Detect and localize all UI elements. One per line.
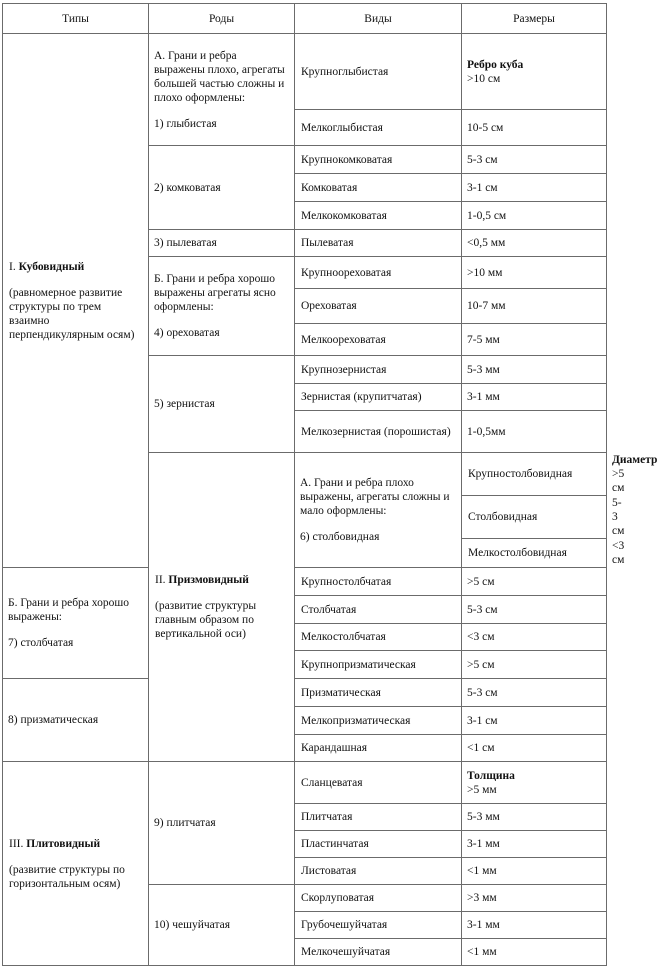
size-cell: 5-3 см — [462, 679, 607, 707]
species-cell: Комковатая — [295, 174, 462, 202]
size-cell: 5-3 см — [462, 146, 607, 174]
species-cell: Пылеватая — [295, 230, 462, 257]
size-cell: 3-1 мм — [462, 831, 607, 858]
genus-desc: Б. Грани и ребра хорошо выражены агрегаты ясно оформлены: — [154, 273, 276, 313]
species-cell: Мелкостолбчатая — [295, 624, 462, 651]
species-cell: Мелкостолбовидная — [462, 539, 607, 568]
size-cell: <0,5 мм — [462, 230, 607, 257]
genus-name: 1) глыбистая — [154, 117, 217, 130]
size-cell: 1-0,5 см — [462, 202, 607, 230]
genus-cell — [149, 257, 295, 356]
species-cell: Мелкоореховатая — [295, 324, 462, 356]
species-cell: Пластинчатая — [295, 831, 462, 858]
size-cell: 3-1 см — [462, 174, 607, 202]
species-cell: Крупнопризматическая — [295, 651, 462, 679]
header-genera: Роды — [149, 4, 295, 34]
genus-cell: 3) пылеватая — [149, 230, 295, 257]
type-name: Плитовидный — [26, 837, 101, 850]
genus-cell: 5) зернистая — [149, 356, 295, 453]
species-cell: Столбчатая — [295, 596, 462, 624]
type-cell-plate: III. Плитовидный (развитие структуры по горизонтальным осям) — [3, 762, 149, 966]
table-row: II. Призмовидный (развитие структуры главным образом по вертикальной оси) А. Грани и ребра плохо выражены, агрегаты сложны и мало оформлены: 6) столбовидная Крупностолбовидная Диаметр >5 см — [3, 453, 607, 496]
size-cell: 3-1 см — [462, 707, 607, 735]
species-cell: Крупноглыбистая — [295, 34, 462, 110]
type-cell-prism: II. Призмовидный (развитие структуры главным образом по вертикальной оси) — [149, 453, 295, 762]
table-row — [3, 762, 607, 804]
genus-name: 7) столбчатая — [8, 637, 74, 649]
species-cell: Карандашная — [295, 735, 462, 762]
species-cell: Зернистая (крупитчатая) — [295, 384, 462, 411]
species-cell: Сланцеватая — [295, 762, 462, 804]
size-cell: 7-5 мм — [462, 324, 607, 356]
type-name: Призмовидный — [168, 574, 249, 586]
type-name: Кубовидный — [18, 260, 85, 273]
genus-cell — [295, 453, 462, 568]
type-note: (развитие структуры главным образом по вертикальной оси) — [155, 600, 257, 640]
header-species: Виды — [295, 4, 462, 34]
species-cell: Крупнозернистая — [295, 356, 462, 384]
size-cell: 3-1 мм — [462, 384, 607, 411]
genus-cell — [3, 568, 149, 679]
genus-desc: А. Грани и ребра выражены плохо, агрегаты большей частью сложны и плохо оформлены: — [154, 49, 285, 104]
type-note: (равномерное развитие структуры по трем взаимно перпендикулярным осям) — [9, 286, 135, 341]
table-row: Мелкостолбовидная <3 см — [3, 539, 607, 568]
genus-cell: 10) чешуйчатая — [149, 885, 295, 966]
genus-name: 6) столбовидная — [300, 531, 380, 543]
size-cell: >3 мм — [462, 885, 607, 912]
genus-cell — [149, 34, 295, 146]
genus-cell: 2) комковатая — [149, 146, 295, 230]
species-cell: Крупнокомковатая — [295, 146, 462, 174]
species-cell: Крупноореховатая — [295, 257, 462, 289]
size-cell: >5 см — [462, 651, 607, 679]
species-cell: Мелкочешуйчатая — [295, 939, 462, 966]
table-body — [3, 34, 657, 966]
species-cell: Столбовидная — [462, 496, 607, 539]
species-cell: Мелкопризматическая — [295, 707, 462, 735]
size-cell: 10-5 см — [462, 110, 607, 146]
size-cell: 10-7 мм — [462, 289, 607, 324]
table-row: Столбовидная 5-3 см — [3, 496, 607, 539]
size-header: Толщина — [467, 769, 515, 782]
size-cell: >5 см — [462, 568, 607, 596]
size-cell: Толщина >5 мм — [462, 762, 607, 804]
size-cell: >10 мм — [462, 257, 607, 289]
size-cell: Ребро куба >10 см — [462, 34, 607, 110]
genus-desc: А. Грани и ребра плохо выражены, агрегаты сложны и мало оформлены: — [300, 477, 450, 517]
size-cell: <1 мм — [462, 939, 607, 966]
species-cell: Ореховатая — [295, 289, 462, 324]
table-row — [3, 34, 607, 110]
size-cell: 1-0,5мм — [462, 411, 607, 453]
type-note: (развитие структуры по горизонтальным осям) — [9, 863, 125, 890]
size-cell: 3-1 мм — [462, 912, 607, 939]
size-cell: 5-3 см — [462, 596, 607, 624]
header-row — [3, 4, 607, 34]
size-header: Диаметр — [612, 454, 657, 466]
soil-structure-table — [2, 3, 657, 966]
species-cell: Мелкоглыбистая — [295, 110, 462, 146]
size-cell: 5-3 мм — [462, 356, 607, 384]
type-cell-cube: I. Кубовидный (равномерное развитие структуры по трем взаимно перпендикулярным осям) — [3, 34, 149, 568]
species-cell: Мелкозернистая (порошистая) — [295, 411, 462, 453]
table-row — [3, 568, 607, 596]
species-cell: Крупностолбчатая — [295, 568, 462, 596]
header-sizes: Размеры — [462, 4, 607, 34]
size-header: Ребро куба — [467, 58, 524, 71]
size-cell: <1 см — [462, 735, 607, 762]
species-cell: Мелкокомковатая — [295, 202, 462, 230]
header-types: Типы — [3, 4, 149, 34]
genus-cell: 8) призматическая — [3, 679, 149, 762]
species-cell: Грубочешуйчатая — [295, 912, 462, 939]
species-cell: Призматическая — [295, 679, 462, 707]
genus-desc: Б. Грани и ребра хорошо выражены: — [8, 597, 129, 623]
size-cell: 5-3 мм — [462, 804, 607, 831]
table-row — [3, 679, 607, 707]
species-cell: Скорлуповатая — [295, 885, 462, 912]
genus-cell: 9) плитчатая — [149, 762, 295, 885]
species-cell: Плитчатая — [295, 804, 462, 831]
species-cell: Крупностолбовидная — [462, 453, 607, 496]
size-cell: <3 см — [462, 624, 607, 651]
species-cell: Листоватая — [295, 858, 462, 885]
genus-name: 4) ореховатая — [154, 327, 220, 339]
size-cell: <1 мм — [462, 858, 607, 885]
